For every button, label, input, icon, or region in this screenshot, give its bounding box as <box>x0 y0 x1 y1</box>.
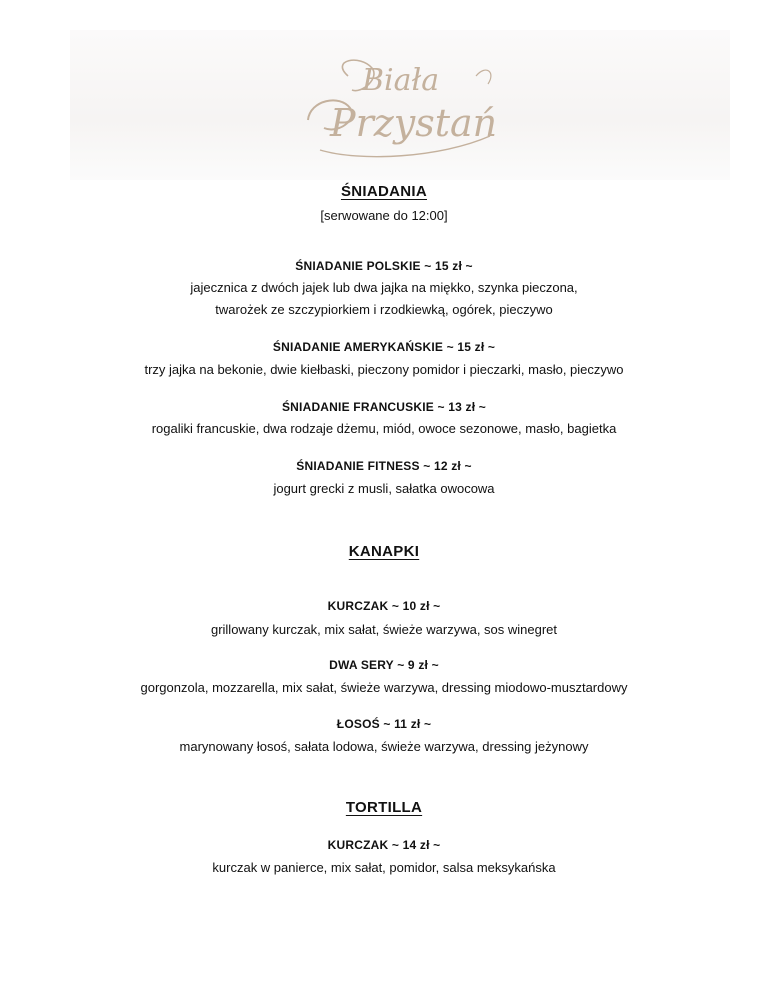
menu-item-title: ŚNIADANIE AMERYKAŃSKIE ~ 15 zł ~ <box>272 340 496 354</box>
menu-item-title: KURCZAK ~ 10 zł ~ <box>327 599 441 613</box>
menu-item-description-line: jajecznica z dwóch jajek lub dwa jajka na miękko, szynka pieczona, <box>190 280 578 295</box>
logo-script-graphic <box>300 50 500 165</box>
menu-item-title: ŚNIADANIE FITNESS ~ 12 zł ~ <box>296 459 472 473</box>
menu-item-title: DWA SERY ~ 9 zł ~ <box>329 658 439 672</box>
menu-item-description-line: twarożek ze szczypiorkiem i rzodkiewką, ogórek, pieczywo <box>215 302 553 317</box>
logo-text-line1: Biała <box>362 63 440 98</box>
section-note-serving-time: [serwowane do 12:00] <box>320 208 448 223</box>
menu-item-description: trzy jajka na bekonie, dwie kiełbaski, pieczony pomidor i pieczarki, masło, pieczywo <box>144 362 624 377</box>
menu-item-title: ŁOSOŚ ~ 11 zł ~ <box>336 717 432 731</box>
menu-item-description: kurczak w panierce, mix sałat, pomidor, salsa meksykańska <box>212 860 556 875</box>
restaurant-logo <box>300 50 500 165</box>
logo-text-line2: Przystań <box>330 101 498 145</box>
menu-item-title: KURCZAK ~ 14 zł ~ <box>327 838 441 852</box>
menu-item-description: marynowany łosoś, sałata lodowa, świeże warzywa, dressing jeżynowy <box>179 739 589 754</box>
menu-item-description <box>0 277 768 321</box>
section-title-kanapki: KANAPKI <box>348 543 420 560</box>
menu-item-description: grillowany kurczak, mix sałat, świeże warzywa, sos winegret <box>210 622 558 637</box>
menu-item-description: rogaliki francuskie, dwa rodzaje dżemu, miód, owoce sezonowe, masło, bagietka <box>151 421 617 436</box>
menu-item-title: ŚNIADANIE FRANCUSKIE ~ 13 zł ~ <box>281 400 487 414</box>
menu-item-title: ŚNIADANIE POLSKIE ~ 15 zł ~ <box>295 259 473 273</box>
section-title-tortilla: TORTILLA <box>345 799 423 816</box>
section-title-sniadania: ŚNIADANIA <box>340 183 428 200</box>
menu-item-description: jogurt grecki z musli, sałatka owocowa <box>273 481 495 496</box>
menu-item-description: gorgonzola, mozzarella, mix sałat, świeże warzywa, dressing miodowo-musztardowy <box>140 680 628 695</box>
